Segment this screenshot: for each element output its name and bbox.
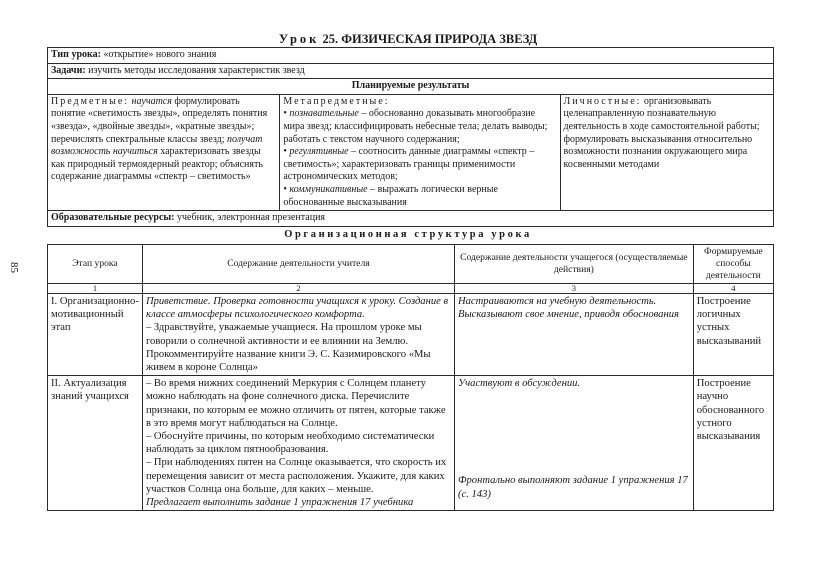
lesson-type-row <box>48 48 774 64</box>
personal-label: Личностные: <box>563 95 642 107</box>
meta-item-text: – выражать логически верные обоснованные высказывания <box>283 183 498 208</box>
stage-cell: II. Актуализация знаний учащихся <box>48 376 143 511</box>
teacher-line: – Здравствуйте, уважаемые учащиеся. На прошлом уроке мы говорили о солнечной активности и ее влиянии на Землю. Прокомментируйте название книги Э. С. Казимировского «Мы живем в короне Солнца» <box>145 322 431 374</box>
column-number: 2 <box>142 284 454 294</box>
meta-item: • регулятивные – соотносить данные диаграммы «спектр – светимость»; характеризовать границы применимости астрономических методов; <box>283 146 535 183</box>
student-cell <box>454 376 693 511</box>
column-numbers-row <box>48 284 774 294</box>
meta-item-lead: познавательные <box>289 108 359 120</box>
lesson-info-table <box>47 47 774 227</box>
lesson-structure-table <box>47 244 774 511</box>
table-row <box>48 294 774 376</box>
table-row <box>48 376 774 511</box>
column-number: 3 <box>454 284 693 294</box>
spacer <box>458 418 690 446</box>
skills-cell: Построение научно обоснованного устного высказывания <box>693 376 773 511</box>
subject-text-2: формулировать понятие «светимость звезды», определять понятия «звезда», «двойные звезды», «кратные звезды»; перечислять спектральные классы звезд; <box>51 95 268 145</box>
subject-text-3: получат возможность научиться <box>51 133 263 158</box>
title-prefix: Урок <box>278 32 320 46</box>
meta-item: • познавательные – обоснованно доказывать многообразие мира звезд; классифицировать небесные тела; делать выводы; работать с текстом научного содержания; <box>283 108 548 145</box>
resources-label: Образовательные ресурсы: <box>51 212 175 224</box>
meta-label: Метапредметные: <box>283 95 390 107</box>
column-header: Содержание деятельности учащегося (осуществляемые действия) <box>454 245 693 284</box>
title-main: 25. ФИЗИЧЕСКАЯ ПРИРОДА ЗВЕЗД <box>322 32 538 46</box>
planned-header-row <box>48 79 774 95</box>
teacher-cell <box>142 376 454 511</box>
student-top: Участвуют в обсуждении. <box>457 378 581 390</box>
resources-row <box>48 211 774 227</box>
lesson-type-value: «открытие» нового знания <box>103 49 217 60</box>
resources-value: учебник, электронная презентация <box>177 212 326 224</box>
meta-item-text: – обоснованно доказывать многообразие мира звезд; классифицировать небесные тела; делать выводы; работать с текстом научного содержания; <box>283 108 548 145</box>
column-header: Этап урока <box>48 245 143 284</box>
stage-cell: I. Организационно-мотивационный этап <box>48 294 143 376</box>
student-cell: Настраиваются на учебную деятельность. Высказывают свое мнение, приводя обоснования <box>454 294 693 376</box>
planned-results-header: Планируемые результаты <box>48 79 774 95</box>
subject-label: Предметные: <box>51 95 130 107</box>
skills-cell: Построение логичных устных высказываний <box>693 294 773 376</box>
results-row <box>48 94 774 210</box>
teacher-cell <box>142 294 454 376</box>
tasks-row <box>48 63 774 79</box>
header-row <box>48 245 774 284</box>
spacer <box>458 390 690 418</box>
teacher-italic: Предлагает выполнить задание 1 упражнения 17 учебника <box>145 497 414 509</box>
personal-results-cell <box>560 94 773 210</box>
meta-item-lead: регулятивные <box>289 146 349 158</box>
teacher-line: – При наблюдениях пятен на Солнце оказывается, что скорость их перемещения зависит от места расположения. Укажите, для каких участков Солнца она больше, для каких – меньше. <box>145 457 447 495</box>
subject-text-1: научатся <box>131 95 172 107</box>
meta-item: • коммуникативные – выражать логически верные обоснованные высказывания <box>283 183 498 208</box>
page-number: 85 <box>8 262 20 273</box>
teacher-line: – Обоснуйте причины, по которым необходимо систематически наблюдать за циклом пятнообразования. <box>145 431 435 456</box>
spacer <box>458 446 690 474</box>
structure-title: Организационная структура урока <box>284 229 532 240</box>
meta-item-lead: коммуникативные <box>289 183 368 195</box>
lesson-type-label: Тип урока: <box>51 49 101 60</box>
meta-item-text: – соотносить данные диаграммы «спектр – светимость»; характеризовать границы применимости астрономических методов; <box>283 146 535 183</box>
meta-results-cell <box>280 94 560 210</box>
teacher-italic: Приветствие. Проверка готовности учащихся к уроку. Создание в классе атмосферы психологического комфорта. <box>145 296 449 321</box>
page-title <box>0 32 816 47</box>
column-header: Содержание деятельности учителя <box>142 245 454 284</box>
tasks-label: Задачи: <box>51 64 86 76</box>
teacher-line: – Во время нижних соединений Меркурия с Солнцем планету можно наблюдать на фоне солнечного диска. Перечислите признаки, по которым ее можно отличить от пятен, которые также в это время могут наблюдаться на Солнце. <box>145 378 446 429</box>
column-number: 1 <box>48 284 143 294</box>
student-bottom: Фронтально выполняют задание 1 упражнения 17 (с. 143) <box>457 475 688 500</box>
tasks-value: изучить методы исследования характеристик звезд <box>88 64 305 76</box>
column-header: Формируемые способы деятельности <box>693 245 773 284</box>
column-number: 4 <box>693 284 773 294</box>
subject-text-4: характеризовать звезды как природный термоядерный реактор; объяснять содержание диаграммы «спектр – светимость» <box>51 146 263 183</box>
subject-results-cell <box>48 94 280 210</box>
personal-text: организовывать целенаправленную познавательную деятельность в ходе самостоятельной работы; формулировать высказывания относительно возможности познания окружающего мира косвенными методами <box>563 95 760 170</box>
